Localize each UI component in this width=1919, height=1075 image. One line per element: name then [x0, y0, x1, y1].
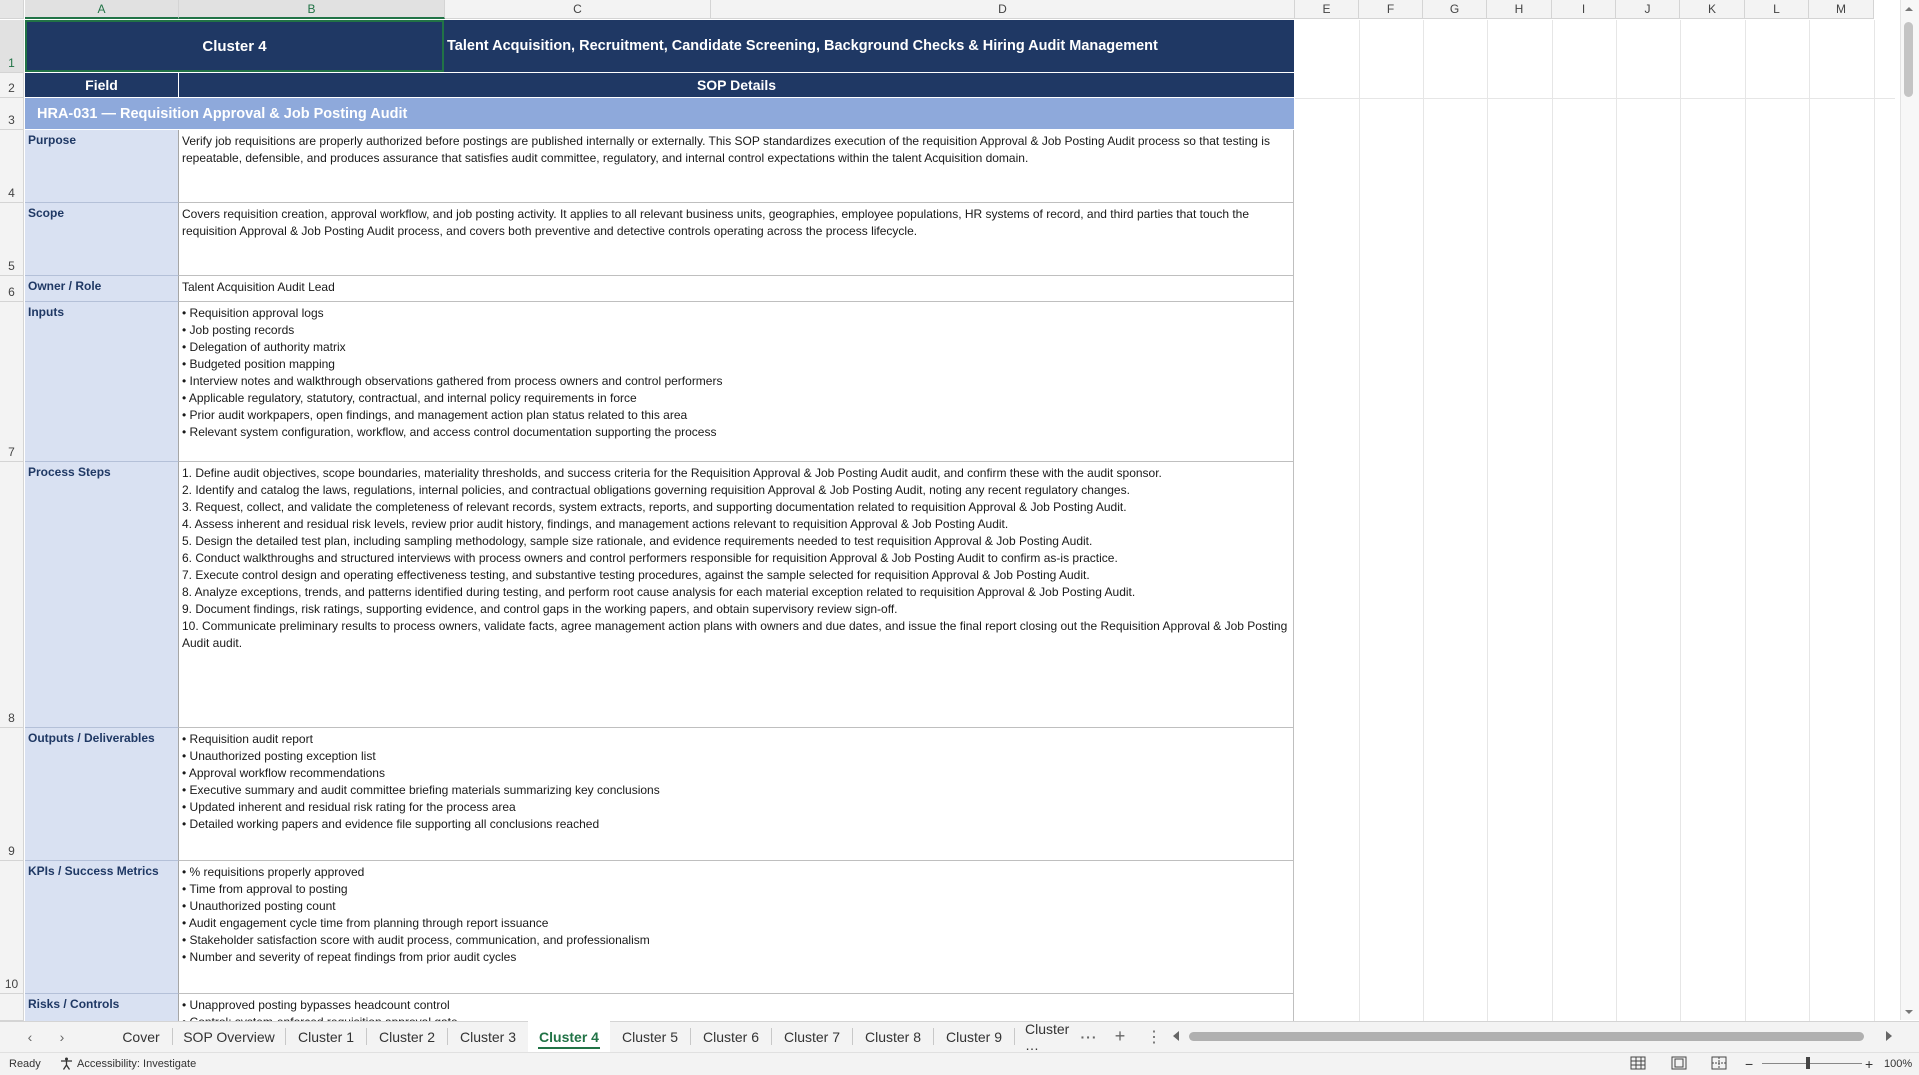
- page-break-icon[interactable]: [1711, 1056, 1727, 1070]
- field-value-owner[interactable]: Talent Acquisition Audit Lead: [179, 276, 1294, 302]
- row-header-9[interactable]: 9: [0, 728, 24, 861]
- field-value-kpis[interactable]: • % requisitions properly approved • Time from approval to posting • Unauthorized posting count • Audit engagement cycle time from planning through report issuance • Stakeholder satisfaction score with audit process, communication, and professionalism • Number and severity of repeat findings from prior audit cycles: [179, 861, 1294, 994]
- zoom-in-icon[interactable]: +: [1865, 1055, 1874, 1072]
- field-value-process-steps[interactable]: 1. Define audit objectives, scope boundaries, materiality thresholds, and success criteria for the Requisition Approval & Job Posting Audit audit, and confirm these with the audit sponsor. 2. Identify and catalog the laws, regulations, internal policies, and contractual obligations governing requisition Approval & Job Posting Audit, noting any recent regulatory changes. 3. Request, collect, and validate the completeness of relevant records, system extracts, reports, and supporting documentation related to requisition Approval & Job Posting Audit. 4. Assess inherent and residual risk levels, review prior audit history, findings, and management actions relevant to requisition Approval & Job Posting Audit. 5. Design the detailed test plan, including sampling methodology, sample size rationale, and evidence requirements needed to test requisition Approval & Job Posting Audit. 6. Conduct walkthroughs and structured interviews with process owners and control performers responsible for requisition Approval & Job Posting Audit to confirm as-is practice. 7. Execute control design and operating effectiveness testing, and substantive testing procedures, against the sample selected for requisition Approval & Job Posting Audit. 8. Analyze exceptions, trends, and patterns identified during testing, and perform root cause analysis for each material exception related to requisition Approval & Job Posting Audit. 9. Document findings, risk ratings, supporting evidence, and control gaps in the working papers, and obtain supervisory review sign-off. 10. Communicate preliminary results to process owners, validate facts, agree management action plans with owners and due dates, and issue the final report closing out the Requisition Approval & Job Posting Audit audit.: [179, 462, 1294, 728]
- zoom-out-icon[interactable]: −: [1745, 1055, 1754, 1072]
- row-header-6[interactable]: 6: [0, 276, 24, 302]
- tab-cluster-3[interactable]: Cluster 3: [459, 1028, 517, 1045]
- tab-cover[interactable]: Cover: [122, 1028, 160, 1045]
- normal-view-icon[interactable]: [1630, 1056, 1646, 1070]
- column-header-g[interactable]: G: [1423, 0, 1487, 19]
- sheet-options-icon[interactable]: ⋮: [1146, 1028, 1162, 1046]
- column-header-b[interactable]: B: [179, 0, 445, 19]
- field-value-outputs[interactable]: • Requisition audit report • Unauthorized posting exception list • Approval workflow recommendations • Executive summary and audit committee briefing materials summarizing key conclusions • Updated inherent and residual risk rating for the process area • Detailed working papers and evidence file supporting all conclusions reached: [179, 728, 1294, 861]
- tab-cluster-4[interactable]: Cluster 4: [528, 1021, 610, 1052]
- accessibility-status[interactable]: [60, 1052, 196, 1075]
- zoom-slider[interactable]: [1762, 1063, 1862, 1064]
- column-header-j[interactable]: J: [1616, 0, 1680, 19]
- field-label-kpis[interactable]: KPIs / Success Metrics: [25, 861, 179, 994]
- row-header-11[interactable]: [0, 994, 24, 1021]
- tab-cluster-7[interactable]: Cluster 7: [783, 1028, 841, 1045]
- field-value-risks[interactable]: • Unapproved posting bypasses headcount control: [179, 994, 1294, 1021]
- gridline: [1616, 20, 1617, 1021]
- tab-sop-overview[interactable]: SOP Overview: [183, 1028, 275, 1045]
- column-header-d[interactable]: D: [711, 0, 1295, 19]
- tab-cluster-2[interactable]: Cluster 2: [378, 1028, 436, 1045]
- page-layout-icon[interactable]: [1671, 1056, 1687, 1070]
- column-header-k[interactable]: K: [1680, 0, 1745, 19]
- field-header-cell[interactable]: Field: [25, 73, 178, 97]
- column-header-i[interactable]: I: [1552, 0, 1616, 19]
- column-header-h[interactable]: H: [1487, 0, 1552, 19]
- field-label-scope[interactable]: Scope: [25, 203, 179, 276]
- field-label-purpose[interactable]: Purpose: [25, 130, 179, 203]
- select-all-corner[interactable]: [0, 0, 24, 19]
- scroll-right-icon[interactable]: [1883, 1029, 1895, 1043]
- more-sheets-icon[interactable]: ···: [1080, 1028, 1098, 1045]
- gridline: [1487, 20, 1488, 1021]
- gridline: [1680, 20, 1681, 1021]
- row-header-1[interactable]: 1: [0, 20, 24, 73]
- next-sheet-icon[interactable]: ›: [59, 1028, 65, 1045]
- field-label-outputs[interactable]: Outputs / Deliverables: [25, 728, 179, 861]
- scroll-up-icon[interactable]: [1903, 3, 1915, 15]
- tab-cluster-1[interactable]: Cluster 1: [297, 1028, 355, 1045]
- row-header-4[interactable]: 4: [0, 130, 24, 203]
- gridline: [1874, 20, 1875, 1021]
- tab-cluster-5[interactable]: Cluster 5: [621, 1028, 679, 1045]
- gridline: [1295, 98, 1895, 99]
- column-header-c[interactable]: C: [445, 0, 711, 19]
- tab-cluster-6[interactable]: Cluster 6: [702, 1028, 760, 1045]
- field-label-owner[interactable]: Owner / Role: [25, 276, 179, 302]
- horizontal-scroll-thumb[interactable]: [1189, 1032, 1864, 1041]
- column-header-l[interactable]: L: [1745, 0, 1809, 19]
- gridline: [1809, 20, 1810, 1021]
- row-header-10[interactable]: 10: [0, 861, 24, 994]
- vertical-scrollbar[interactable]: [1900, 0, 1919, 1020]
- tab-cluster-9[interactable]: Cluster 9: [945, 1028, 1003, 1045]
- column-header-e[interactable]: E: [1295, 0, 1359, 19]
- field-value-scope[interactable]: Covers requisition creation, approval workflow, and job posting activity. It applies to all relevant business units, geographies, employee populations, HR systems of record, and third parties that touch the requisition Approval & Job Posting Audit process, and covers both preventive and detective controls operating across the process lifecycle.: [179, 203, 1294, 276]
- accessibility-icon: [60, 1057, 73, 1070]
- gridline: [1423, 20, 1424, 1021]
- row-header-5[interactable]: 5: [0, 203, 24, 276]
- accessibility-label: Accessibility: Investigate: [77, 1057, 197, 1070]
- field-value-purpose[interactable]: Verify job requisitions are properly authorized before postings are published internally or externally. This SOP standardizes execution of the requisition Approval & Job Posting Audit process so that testing is repeatable, defensible, and produces assurance that satisfies audit committee, regulatory, and internal control expectations within the talent Acquisition domain.: [179, 130, 1294, 203]
- zoom-level[interactable]: 100%: [1884, 1057, 1913, 1070]
- status-ready: Ready: [9, 1057, 41, 1070]
- add-sheet-icon[interactable]: +: [1114, 1026, 1126, 1046]
- gridline: [1745, 20, 1746, 1021]
- field-label-process-steps[interactable]: Process Steps: [25, 462, 179, 728]
- tab-cluster-8[interactable]: Cluster 8: [864, 1028, 922, 1045]
- field-label-inputs[interactable]: Inputs: [25, 302, 179, 462]
- sop-details-header-cell[interactable]: SOP Details: [179, 73, 1294, 97]
- cluster-description-cell[interactable]: Talent Acquisition, Recruitment, Candidate Screening, Background Checks & Hiring Audit Management: [444, 20, 1294, 72]
- field-value-inputs[interactable]: • Requisition approval logs • Job posting records • Delegation of authority matrix • Budgeted position mapping • Interview notes and walkthrough observations gathered from process owners and control performers • Applicable regulatory, statutory, contractual, and internal policy requirements in force • Prior audit workpapers, open findings, and management action plan status related to this area • Relevant system configuration, workflow, and access control documentation supporting the process: [179, 302, 1294, 462]
- row-header-8[interactable]: 8: [0, 462, 24, 728]
- column-header-a[interactable]: A: [25, 0, 179, 19]
- gridline: [1359, 20, 1360, 1021]
- scroll-down-icon[interactable]: [1903, 1006, 1915, 1018]
- tab-cluster-truncated[interactable]: Cluster …: [1025, 1020, 1070, 1053]
- row-header-3[interactable]: 3: [0, 98, 24, 130]
- zoom-slider-thumb[interactable]: [1806, 1057, 1810, 1069]
- vertical-scroll-thumb[interactable]: [1904, 22, 1913, 97]
- row-header-2[interactable]: 2: [0, 73, 24, 98]
- cluster-title-cell[interactable]: Cluster 4: [25, 20, 444, 72]
- column-header-f[interactable]: F: [1359, 0, 1423, 19]
- section-title-cell[interactable]: HRA-031 — Requisition Approval & Job Posting Audit: [25, 98, 1294, 129]
- row-header-7[interactable]: 7: [0, 302, 24, 462]
- field-label-risks[interactable]: Risks / Controls: [25, 994, 179, 1021]
- gridline: [1552, 20, 1553, 1021]
- scroll-left-icon[interactable]: [1170, 1029, 1182, 1043]
- column-header-m[interactable]: M: [1809, 0, 1874, 19]
- prev-sheet-icon[interactable]: ‹: [27, 1028, 33, 1045]
